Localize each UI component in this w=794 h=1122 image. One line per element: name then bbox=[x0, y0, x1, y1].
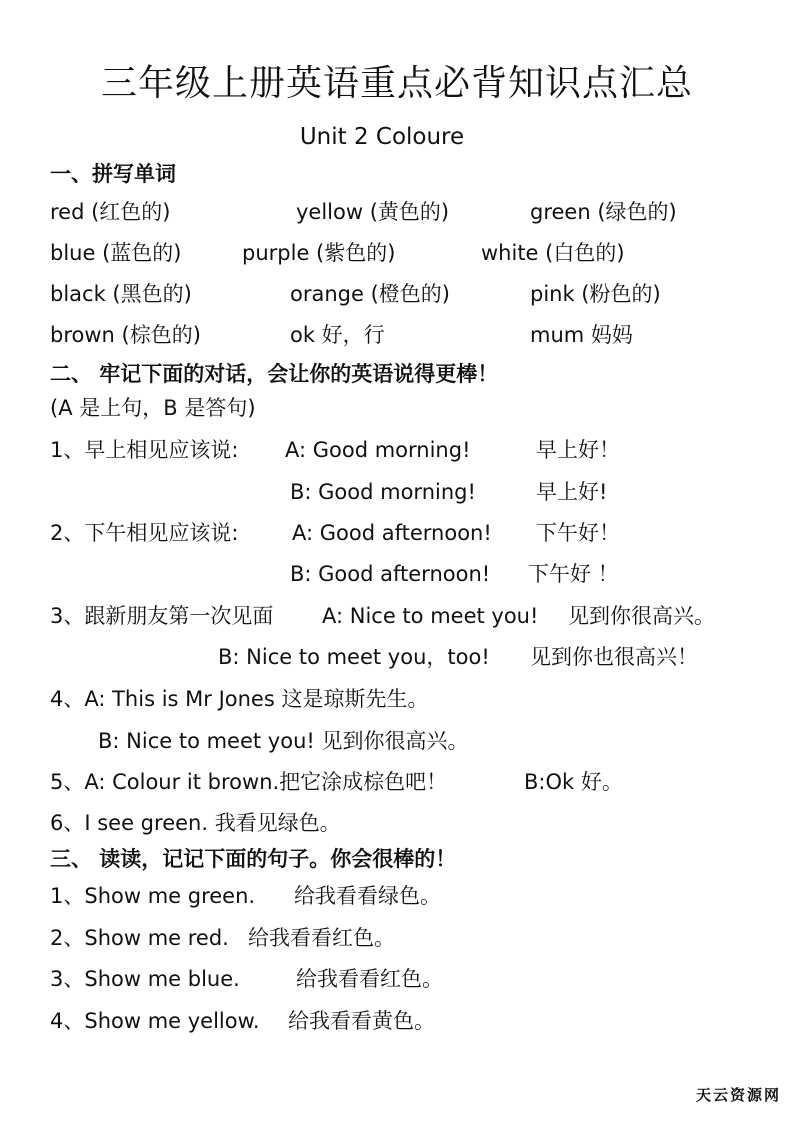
word-yellow: yellow (黄色的) bbox=[296, 200, 450, 224]
section-2-heading: 二、 牢记下面的对话，会让你的英语说得更棒！ bbox=[50, 362, 499, 386]
word-green: green (绿色的) bbox=[530, 200, 677, 224]
dialogue-2-b-cn: 下午好 ！ bbox=[528, 562, 619, 586]
word-red: red (红色的) bbox=[50, 200, 171, 224]
dialogue-5-a: 5、A: Colour it brown.把它涂成棕色吧！ bbox=[50, 770, 448, 794]
sentence-2-en: 2、Show me red. bbox=[50, 926, 229, 950]
dialogue-3-a-cn: 见到你很高兴。 bbox=[568, 604, 715, 628]
dialogue-2-a-cn: 下午好！ bbox=[536, 521, 620, 545]
sentence-2-cn: 给我看看红色。 bbox=[248, 926, 395, 950]
dialogue-1-a: A: Good morning! bbox=[285, 438, 471, 462]
sentence-1-cn: 给我看看绿色。 bbox=[294, 884, 441, 908]
section-1-heading: 一、拼写单词 bbox=[50, 162, 176, 186]
sentence-1-en: 1、Show me green. bbox=[50, 884, 256, 908]
dialogue-4-a: 4、A: This is Mr Jones 这是琼斯先生。 bbox=[50, 687, 429, 711]
page-title: 三年级上册英语重点必背知识点汇总 bbox=[100, 63, 693, 104]
dialogue-2-prompt: 2、下午相见应该说: bbox=[50, 521, 239, 545]
dialogue-1-b-cn: 早上好! bbox=[536, 480, 608, 504]
dialogue-4-b: B: Nice to meet you! 见到你很高兴。 bbox=[98, 729, 469, 753]
sentence-4-cn: 给我看看黄色。 bbox=[288, 1009, 435, 1033]
sentence-3-cn: 给我看看红色。 bbox=[296, 967, 443, 991]
word-white: white (白色的) bbox=[481, 241, 625, 265]
dialogue-1-prompt: 1、早上相见应该说: bbox=[50, 438, 239, 462]
dialogue-3-b: B: Nice to meet you，too! bbox=[218, 645, 490, 669]
word-ok: ok 好，行 bbox=[290, 323, 385, 347]
section-2-note: (A 是上句，B 是答句) bbox=[50, 396, 256, 420]
dialogue-6: 6、I see green. 我看见绿色。 bbox=[50, 811, 341, 835]
sentence-4-en: 4、Show me yellow. bbox=[50, 1009, 260, 1033]
word-black: black (黑色的) bbox=[50, 282, 192, 306]
word-mum: mum 妈妈 bbox=[530, 323, 633, 347]
word-blue: blue (蓝色的) bbox=[50, 241, 182, 265]
dialogue-1-a-cn: 早上好！ bbox=[536, 438, 620, 462]
dialogue-1-b: B: Good morning! bbox=[290, 480, 476, 504]
dialogue-5-b: B:Ok 好。 bbox=[524, 770, 623, 794]
dialogue-3-a: A: Nice to meet you! bbox=[322, 604, 539, 628]
sentence-3-en: 3、Show me blue. bbox=[50, 967, 240, 991]
word-brown: brown (棕色的) bbox=[50, 323, 201, 347]
dialogue-2-a: A: Good afternoon! bbox=[292, 521, 492, 545]
section-3-heading: 三、 读读，记记下面的句子。你会很棒的！ bbox=[50, 847, 457, 871]
dialogue-3-b-cn: 见到你也很高兴！ bbox=[530, 645, 698, 669]
unit-subtitle: Unit 2 Coloure bbox=[299, 124, 465, 150]
word-pink: pink (粉色的) bbox=[530, 282, 661, 306]
watermark: 天云资源网 bbox=[696, 1086, 782, 1104]
word-purple: purple (紫色的) bbox=[242, 241, 396, 265]
word-orange: orange (橙色的) bbox=[290, 282, 450, 306]
dialogue-2-b: B: Good afternoon! bbox=[290, 562, 491, 586]
dialogue-3-prompt: 3、跟新朋友第一次见面 bbox=[50, 604, 274, 628]
